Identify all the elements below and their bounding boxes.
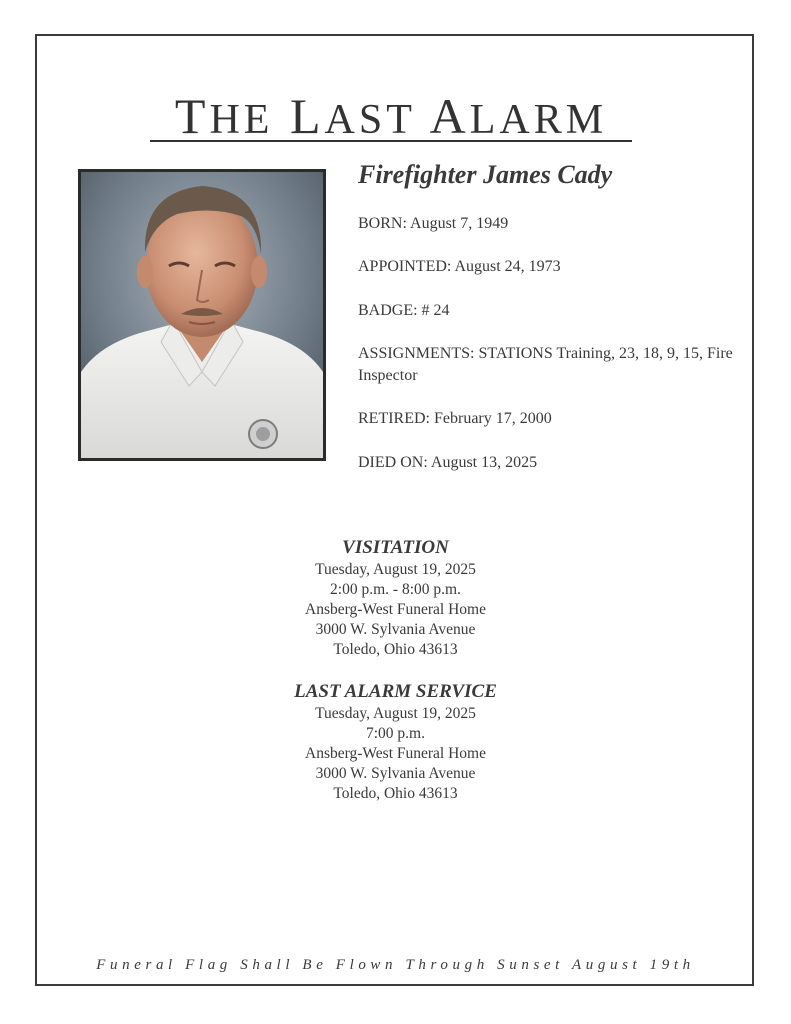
badge-number: BADGE: # 24	[358, 302, 450, 319]
appointed-date: APPOINTED: August 24, 1973	[358, 258, 561, 275]
service-city: Toledo, Ohio 43613	[333, 785, 458, 802]
retired-date: RETIRED: February 17, 2000	[358, 410, 552, 427]
service-street: 3000 W. Sylvania Avenue	[315, 765, 476, 782]
assignments: ASSIGNMENTS: STATIONS Training, 23, 18, 9, 15, Fire Inspector	[358, 345, 733, 384]
title-word-last: LAST	[289, 88, 416, 144]
visitation-section	[0, 536, 791, 660]
page-title	[150, 88, 632, 148]
died-date: DIED ON: August 13, 2025	[358, 454, 538, 471]
born-date: BORN: August 7, 1949	[358, 215, 509, 232]
visitation-city: Toledo, Ohio 43613	[333, 641, 458, 658]
visitation-date: Tuesday, August 19, 2025	[315, 561, 476, 578]
title-underline	[150, 140, 632, 142]
service-time: 7:00 p.m.	[366, 725, 425, 742]
visitation-place: Ansberg-West Funeral Home	[305, 601, 486, 618]
service-place: Ansberg-West Funeral Home	[305, 745, 486, 762]
title-word-alarm: ALARM	[429, 88, 608, 144]
service-section	[0, 680, 791, 804]
visitation-heading: VISITATION	[342, 537, 449, 558]
visitation-street: 3000 W. Sylvania Avenue	[315, 621, 476, 638]
firefighter-name: Firefighter James Cady	[358, 160, 613, 189]
service-heading: LAST ALARM SERVICE	[294, 681, 497, 702]
visitation-time: 2:00 p.m. - 8:00 p.m.	[330, 581, 461, 598]
funeral-flag-notice: Funeral Flag Shall Be Flown Through Sunset August 19th	[96, 957, 695, 973]
service-date: Tuesday, August 19, 2025	[315, 705, 476, 722]
firefighter-portrait-photo	[78, 169, 326, 461]
title-word-the: THE	[174, 88, 274, 144]
